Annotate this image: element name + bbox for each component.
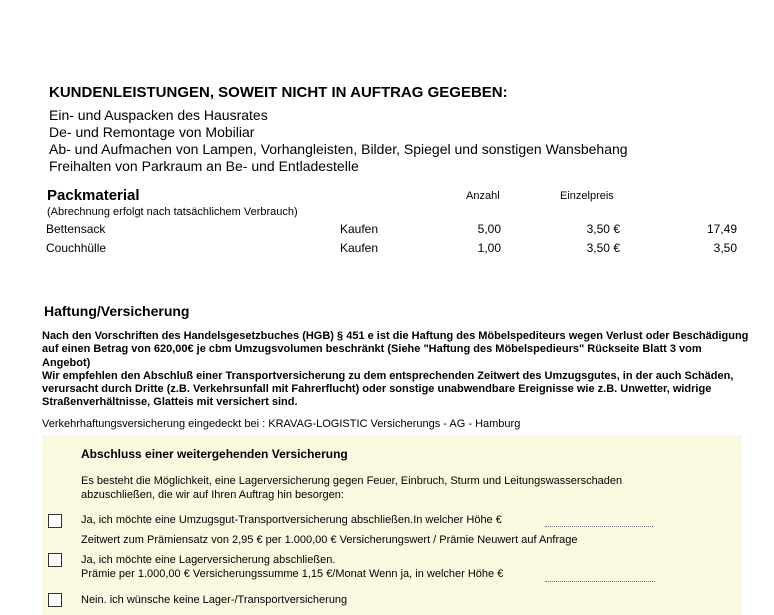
row-item-total: 3,50 [713,241,737,255]
kundenleistung-item: Ab- und Aufmachen von Lampen, Vorhangleisten, Bilder, Spiegel und sonstigen Wansbehang [49,141,628,157]
packmaterial-note: (Abrechnung erfolgt nach tatsächlichem Verbrauch) [47,206,298,218]
no-insurance-checkbox[interactable] [48,593,62,607]
row-item-total: 17,49 [706,222,737,236]
row-item-anzahl: 5,00 [477,222,501,236]
packmaterial-title: Packmaterial [47,187,140,204]
option-sub-transport: Zeitwert zum Prämiensatz von 2,95 € per 1.000,00 € Versicherungswert / Prämie Neuwert auf Anfrage [81,534,578,546]
abschluss-intro: Es besteht die Möglichkeit, eine Lagerversicherung gegen Feuer, Einbruch, Sturm und Leitungswasserschaden [81,475,623,487]
column-header-einzelpreis: Einzelpreis [560,190,614,202]
kundenleistung-item: Freihalten von Parkraum an Be- und Entladestelle [49,158,359,174]
storage-insurance-checkbox[interactable] [48,553,62,567]
haftung-title: Haftung/Versicherung [44,303,190,319]
kundenleistung-item: Ein- und Auspacken des Hausrates [49,107,268,123]
haftung-paragraph: Nach den Vorschriften des Handelsgesetzbuches (HGB) § 451 e ist die Haftung des Möbelspediteurs wegen Verlust oder Beschädigung auf einen Betrag von 620,00€ je cbm Umzugsvolumen beschränkt (Siehe "Haftung des Möbelspedieurs" Rückseite Blatt 3 vom Angebot) [42,330,749,369]
column-header-anzahl: Anzahl [466,190,500,202]
transport-insurance-checkbox[interactable] [48,514,62,528]
option-label-none: Nein. ich wünsche keine Lager-/Transportversicherung [81,594,348,606]
verkehrhaftung-note: Verkehrhaftungsversicherung eingedeckt bei : KRAVAG-LOGISTIC Versicherungs - AG - Hamburg [42,418,521,430]
amount-input-line[interactable] [545,526,653,527]
row-item-type: Kaufen [340,241,379,255]
kundenleistung-item: De- und Remontage von Mobiliar [49,124,255,140]
option-label-storage: Ja, ich möchte eine Lagerversicherung abschließen. [81,554,336,566]
abschluss-intro: abzuschließen, die wir auf Ihren Auftrag hin besorgen: [81,489,344,501]
row-item-einzelpreis: 3,50 € [586,241,620,255]
row-item-type: Kaufen [340,222,379,236]
option-label-transport: Ja, ich möchte eine Umzugsgut-Transportversicherung abschließen.In welcher Höhe € [81,514,502,526]
amount-input-line[interactable] [545,581,655,582]
haftung-paragraph: Wir empfehlen den Abschluß einer Transportversicherung zu dem entsprechenden Zeitwert des Umzugsgutes, in der auch Schäden, verursacht durch Dritte (z.B. Verkehrsunfall mit Fahrerflucht) oder sonstige unabwendbare Ereignisse wie z.B. Unwetter, widrige Straßenverhältnisse, Glatteis mit versichert sind. [42,369,734,409]
row-item-anzahl: 1,00 [477,241,501,255]
option-sub-storage: Prämie per 1.000,00 € Versicherungssumme 1,15 €/Monat Wenn ja, in welcher Höhe € [81,568,504,580]
row-item-einzelpreis: 3,50 € [586,222,620,236]
row-item-name: Couchhülle [46,241,107,255]
section-heading-kundenleistungen: KUNDENLEISTUNGEN, SOWEIT NICHT IN AUFTRAG GEGEBEN: [49,84,508,101]
haftung-text [42,330,752,410]
row-item-name: Bettensack [46,222,106,236]
abschluss-title: Abschluss einer weitergehenden Versicherung [81,447,348,461]
